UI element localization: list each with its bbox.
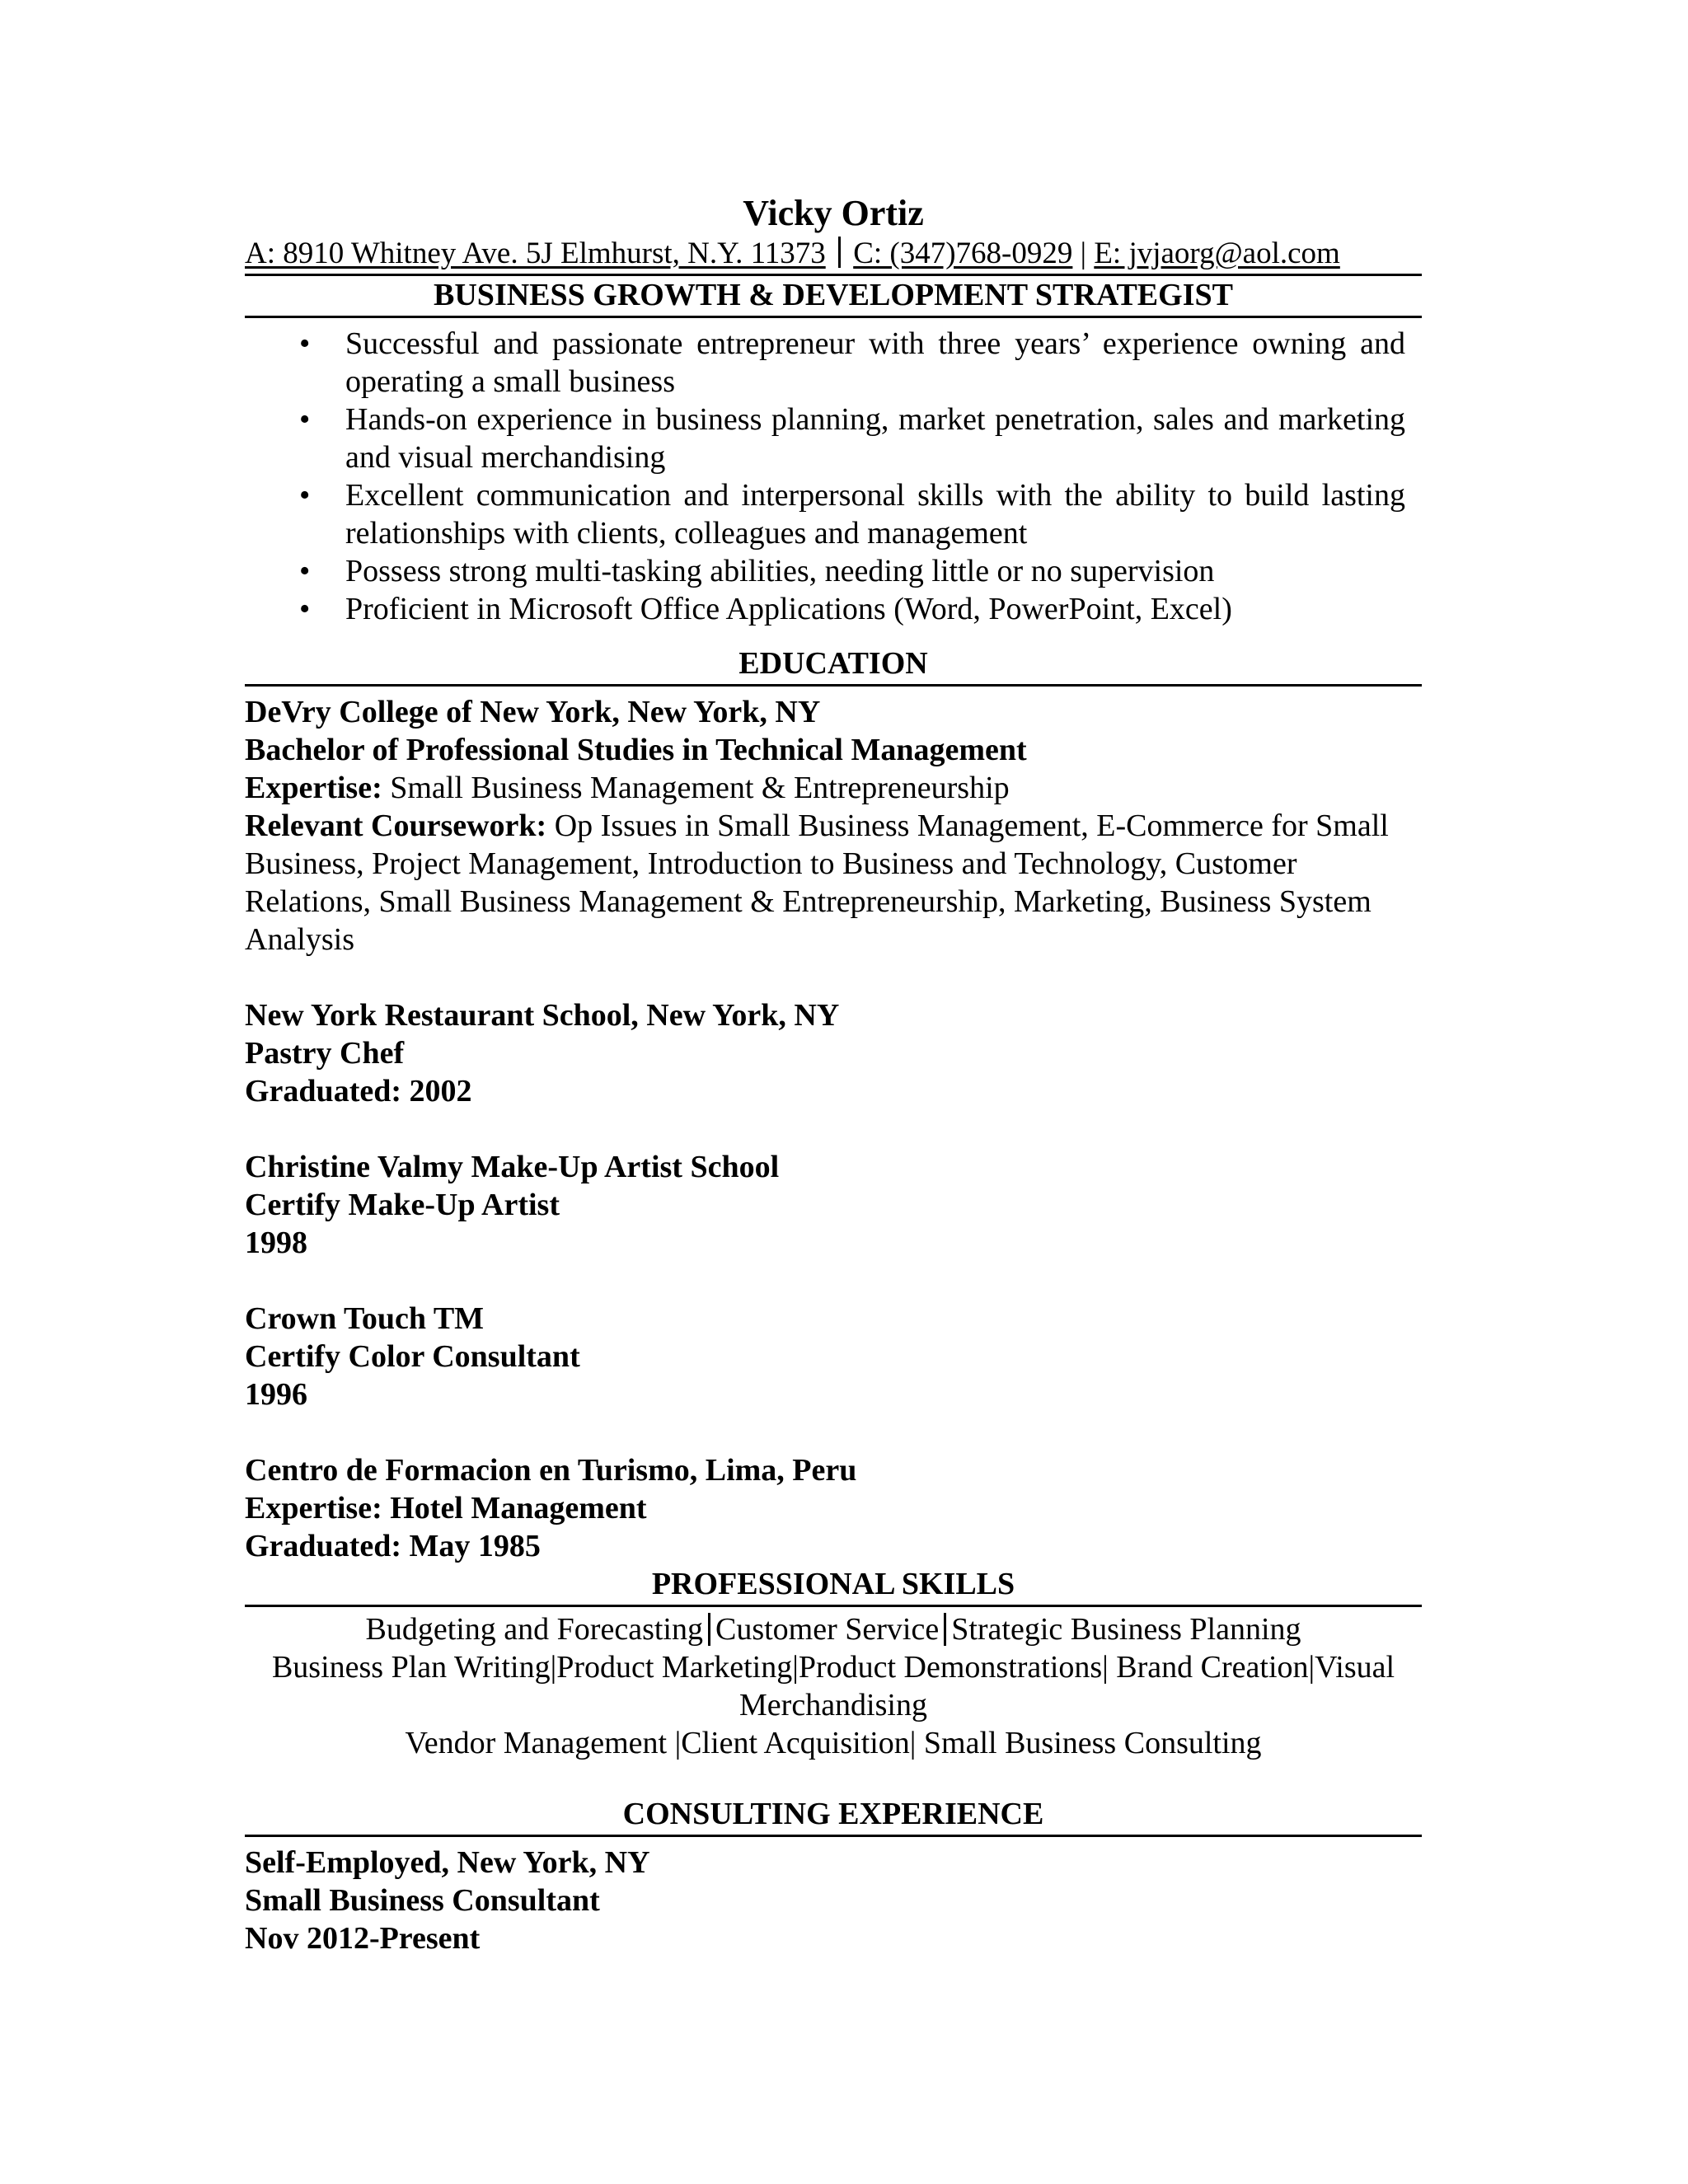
experience-heading: CONSULTING EXPERIENCE xyxy=(245,1795,1422,1837)
separator xyxy=(838,237,841,268)
separator-pipe: | xyxy=(1080,237,1087,270)
bullet-icon: • xyxy=(299,478,311,513)
education-valmy xyxy=(245,1148,1422,1262)
separator xyxy=(944,1613,946,1646)
summary-bullet: • Proficient in Microsoft Office Applications (Word, PowerPoint, Excel) xyxy=(299,592,1232,626)
graduation-date: 1996 xyxy=(245,1377,307,1412)
job-dates: Nov 2012-Present xyxy=(245,1921,481,1956)
bullet-icon: • xyxy=(299,592,311,626)
education-centro xyxy=(245,1451,1422,1565)
contact-line xyxy=(245,236,1422,276)
bullet-icon: • xyxy=(299,326,311,361)
education-restaurant xyxy=(245,996,1422,1110)
program-title: Certify Color Consultant xyxy=(245,1339,580,1374)
summary-bullet: • Successful and passionate entrepreneur with three years’ experience owning and operating a small business xyxy=(299,326,1405,399)
skills-line: Vendor Management |Client Acquisition| Small Business Consulting xyxy=(405,1726,1262,1760)
summary-list xyxy=(245,325,1422,628)
address: A: 8910 Whitney Ave. 5J Elmhurst, N.Y. 11373 xyxy=(245,237,826,270)
graduation-date: Graduated: May 1985 xyxy=(245,1529,541,1563)
expertise: Expertise: Small Business Management & Entrepreneurship xyxy=(245,771,1010,805)
summary-bullet: • Hands-on experience in business planning, market penetration, sales and marketing and visual merchandising xyxy=(299,402,1405,475)
skills-line: Business Plan Writing|Product Marketing|Product Demonstrations| Brand Creation|Visual Merchandising xyxy=(271,1650,1395,1722)
resume-content xyxy=(245,191,1422,1957)
graduation-date: Graduated: 2002 xyxy=(245,1074,472,1108)
employer: Self-Employed, New York, NY xyxy=(245,1845,650,1880)
bullet-icon: • xyxy=(299,554,311,588)
school-name: Crown Touch TM xyxy=(245,1301,485,1336)
program-title: Expertise: Hotel Management xyxy=(245,1491,647,1526)
school-name: DeVry College of New York, New York, NY xyxy=(245,695,821,729)
skills-line: Budgeting and Forecasting Customer Service Strategic Business Planning xyxy=(365,1612,1301,1647)
school-name: Centro de Formacion en Turismo, Lima, Peru xyxy=(245,1453,857,1488)
candidate-name: Vicky Ortiz xyxy=(743,193,924,233)
bullet-icon: • xyxy=(299,402,311,437)
education-devry xyxy=(245,693,1422,958)
program-title: Certify Make-Up Artist xyxy=(245,1188,560,1222)
job-title: Small Business Consultant xyxy=(245,1883,600,1918)
summary-bullet: • Excellent communication and interpersonal skills with the ability to build lasting relationships with clients, colleagues and management xyxy=(299,478,1405,551)
school-name: Christine Valmy Make-Up Artist School xyxy=(245,1150,780,1184)
graduation-date: 1998 xyxy=(245,1226,307,1260)
skills-heading: PROFESSIONAL SKILLS xyxy=(245,1565,1422,1607)
education-crown xyxy=(245,1300,1422,1413)
phone: C: (347)768-0929 xyxy=(853,237,1073,270)
coursework: Relevant Coursework: Op Issues in Small Business Management, E-Commerce for Small Business, Project Management, Introduction to Business and Technology, Customer Relations, Small Business Management & Entrepreneurship, Marketing, Business System Analysis xyxy=(245,808,1389,957)
separator xyxy=(708,1613,710,1646)
program-title: Pastry Chef xyxy=(245,1036,405,1071)
summary-bullet: • Possess strong multi-tasking abilities, needing little or no supervision xyxy=(299,554,1215,588)
education-heading: EDUCATION xyxy=(245,644,1422,687)
email: E: jvjaorg@aol.com xyxy=(1094,237,1340,270)
skills-list xyxy=(245,1610,1422,1762)
experience-entry xyxy=(245,1844,1422,1957)
summary-heading: BUSINESS GROWTH & DEVELOPMENT STRATEGIST xyxy=(245,276,1422,318)
school-name: New York Restaurant School, New York, NY xyxy=(245,998,840,1033)
degree: Bachelor of Professional Studies in Technical Management xyxy=(245,733,1027,767)
